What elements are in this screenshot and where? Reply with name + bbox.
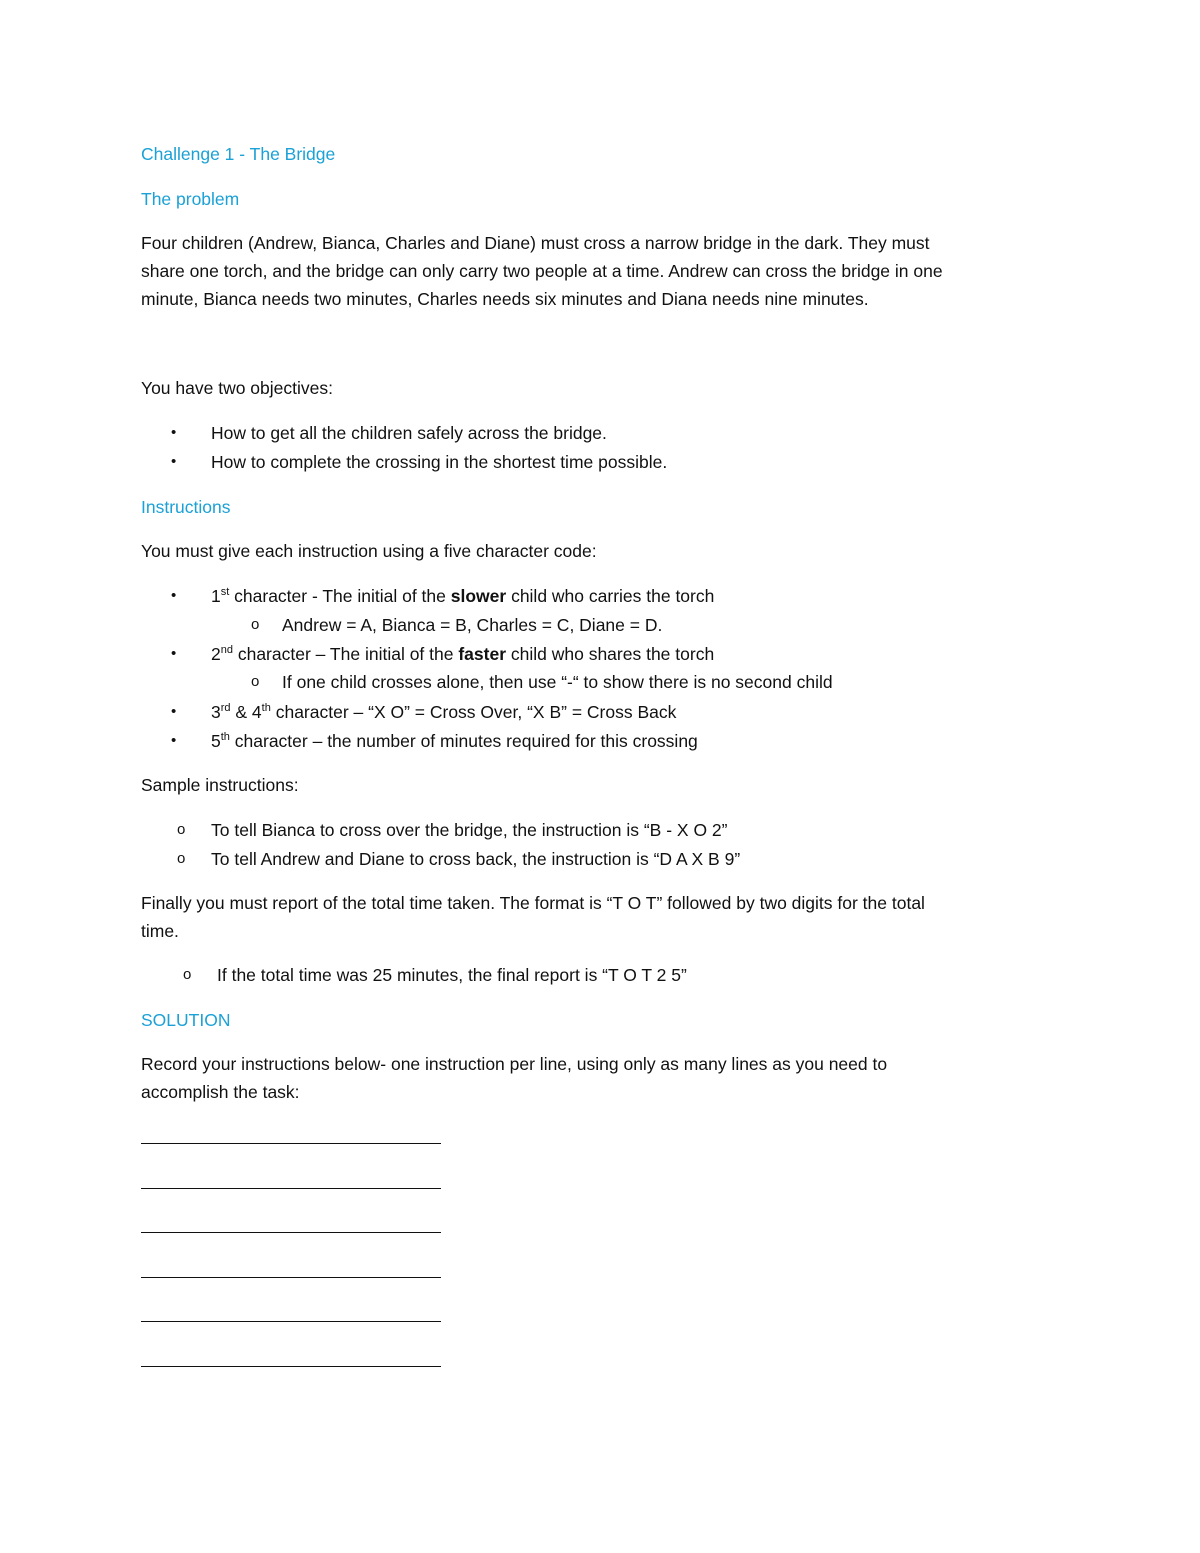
- objectives-intro: You have two objectives:: [141, 378, 333, 398]
- code-rule-2-detail: If one child crosses alone, then use “-“ to show there is no second child: [282, 672, 833, 692]
- answer-line[interactable]: [141, 1188, 441, 1189]
- final-report-line: Finally you must report of the total time taken. The format is “T O T” followed by two digits for the total: [141, 893, 925, 913]
- sub-bullet-icon: o: [177, 821, 186, 838]
- sample-item: To tell Bianca to cross over the bridge, the instruction is “B - X O 2”: [211, 820, 728, 840]
- bullet-icon: •: [171, 453, 177, 470]
- code-rule-1: 1st character - The initial of the slower child who carries the torch: [211, 586, 715, 606]
- solution-heading: SOLUTION: [141, 1010, 231, 1030]
- sub-bullet-icon: o: [251, 616, 260, 633]
- problem-text-line: Four children (Andrew, Bianca, Charles and Diane) must cross a narrow bridge in the dark. They must: [141, 233, 930, 253]
- sub-bullet-icon: o: [177, 850, 186, 867]
- problem-text-line: minute, Bianca needs two minutes, Charles needs six minutes and Diana needs nine minutes.: [141, 289, 869, 309]
- answer-line[interactable]: [141, 1277, 441, 1278]
- code-rule-5: 5th character – the number of minutes required for this crossing: [211, 731, 698, 751]
- objective-item: How to get all the children safely across the bridge.: [211, 423, 607, 443]
- objective-item: How to complete the crossing in the shortest time possible.: [211, 452, 668, 472]
- code-rule-2: 2nd character – The initial of the faster child who shares the torch: [211, 644, 715, 664]
- bullet-icon: •: [171, 645, 177, 662]
- final-report-line: time.: [141, 921, 179, 941]
- document-title: Challenge 1 - The Bridge: [141, 144, 336, 164]
- answer-line[interactable]: [141, 1366, 441, 1367]
- instructions-intro: You must give each instruction using a five character code:: [141, 541, 597, 561]
- bullet-icon: •: [171, 587, 177, 604]
- solution-text-line: Record your instructions below- one instruction per line, using only as many lines as you need to: [141, 1054, 888, 1074]
- sub-bullet-icon: o: [183, 966, 192, 983]
- answer-line[interactable]: [141, 1143, 441, 1144]
- solution-text-line: accomplish the task:: [141, 1082, 300, 1102]
- instructions-heading: Instructions: [141, 497, 231, 517]
- problem-heading: The problem: [141, 189, 240, 209]
- sample-intro: Sample instructions:: [141, 775, 299, 795]
- code-rule-1-detail: Andrew = A, Bianca = B, Charles = C, Diane = D.: [282, 615, 663, 635]
- bullet-icon: •: [171, 703, 177, 720]
- code-rule-3-4: 3rd & 4th character – “X O” = Cross Over, “X B” = Cross Back: [211, 702, 677, 722]
- answer-line[interactable]: [141, 1321, 441, 1322]
- problem-text-line: share one torch, and the bridge can only carry two people at a time. Andrew can cross the bridge in one: [141, 261, 943, 281]
- sub-bullet-icon: o: [251, 673, 260, 690]
- answer-line[interactable]: [141, 1232, 441, 1233]
- bullet-icon: •: [171, 732, 177, 749]
- bullet-icon: •: [171, 424, 177, 441]
- final-report-example: If the total time was 25 minutes, the final report is “T O T 2 5”: [217, 965, 687, 985]
- sample-item: To tell Andrew and Diane to cross back, the instruction is “D A X B 9”: [211, 849, 741, 869]
